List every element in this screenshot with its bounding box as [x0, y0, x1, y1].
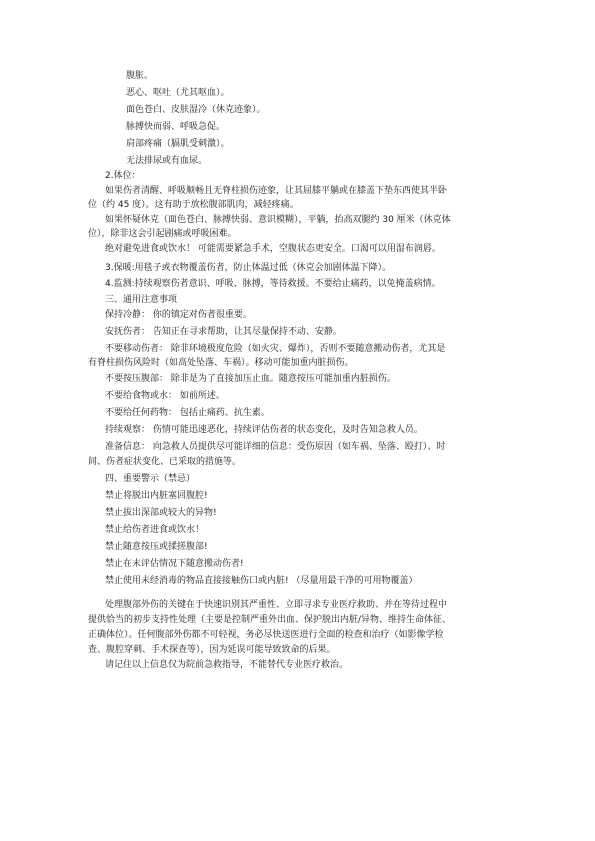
- general-item: 不要给任何药物： 包括止痛药、抗生素。: [105, 408, 270, 418]
- fasting-line: 绝对避免进食或饮水！ 可能需要紧急手术，空腹状态更安全。口渴可以用湿布润唇。: [105, 244, 441, 254]
- warning-item: 禁止拔出深部或较大的异物!: [105, 508, 217, 518]
- symptom-line: 肩部疼痛（膈肌受刺激）。: [126, 139, 230, 149]
- warning-item: 禁止给伤者进食或饮水！: [105, 525, 205, 535]
- disclaimer: 请记住以上信息仅为院前急救指导，不能替代专业医疗救治。: [105, 660, 349, 670]
- position-heading: 2.体位：: [105, 171, 141, 181]
- position-paragraph-line: 位（约 45 度）。这有助于放松腹部肌肉，减轻疼痛。: [88, 200, 299, 210]
- general-item: 安抚伤者： 告知正在寻求帮助，让其尽量保持不动、安静。: [105, 327, 342, 337]
- warning-item: 禁止使用未经消毒的物品直接接触伤口或内脏! （尽量用最干净的可用物覆盖）: [105, 576, 418, 586]
- general-item: 不要给食物或水： 如前所述。: [105, 391, 225, 401]
- symptom-line: 面色苍白、皮肤湿冷（休克迹象）。: [126, 105, 266, 115]
- shock-position-line: 位），除非这会引起剧痛或呼吸困难。: [88, 229, 237, 239]
- general-item: 不要按压腹部： 除非是为了直接加压止血。随意按压可能加重内脏损伤。: [105, 374, 396, 384]
- summary-line: 提供恰当的初步支持性处理（主要是控制严重外出血、保护脱出内脏/异物、维持生命体征、: [88, 615, 452, 625]
- general-item: 保持冷静： 你的镇定对伤者很重要。: [105, 310, 252, 320]
- summary-line: 处理腹部外伤的关键在于快速识别其严重性、立即寻求专业医疗救助、并在等待过程中: [105, 600, 448, 610]
- summary-line: 查、腹腔穿刺、手术探查等），因为延误可能导致致命的后果。: [88, 645, 336, 655]
- symptom-line: 无法排尿或有血尿。: [126, 156, 208, 166]
- warning-item: 禁止在未评估情况下随意搬动伤者!: [105, 559, 244, 569]
- section-three-heading: 三、通用注意事项: [105, 295, 178, 305]
- warmth-line: 3.保暖:用毯子或衣物覆盖伤者，防止体温过低（休克会加剧体温下降）。: [105, 263, 392, 273]
- prepare-info-line: 间、伤者症状变化、已采取的措施等。: [88, 457, 242, 467]
- no-move-line: 有脊柱损伤风险时（如高处坠落、车祸）。移动可能加重内脏损伤。: [88, 358, 354, 368]
- prepare-info-line: 准备信息： 向急救人员提供尽可能详细的信息：受伤原因（如车祸、坠落、殴打）、时: [105, 442, 446, 452]
- warning-item: 禁止随意按压或揉搓腹部!: [105, 542, 208, 552]
- general-item: 持续观察： 伤情可能迅速恶化，持续评估伤者的状态变化，及时告知急救人员。: [105, 425, 423, 435]
- shock-position-line: 如果怀疑休克（面色苍白、脉搏快弱、意识模糊），平躺，抬高双腿约 30 厘米（休克体: [105, 215, 451, 225]
- symptom-line: 腹胀。: [126, 71, 154, 81]
- symptom-line: 脉搏快而弱、呼吸急促。: [126, 122, 226, 132]
- monitor-line: 4.监测:持续观察伤者意识、呼吸、脉搏，等待救援。不要给止痛药，以免掩盖病情。: [105, 279, 441, 289]
- no-move-line: 不要移动伤者： 除非环境极度危险（如火灾、爆炸），否则不要随意搬动伤者，尤其是: [105, 344, 446, 354]
- symptom-line: 恶心、呕吐（尤其呕血）。: [126, 88, 230, 98]
- position-paragraph-line: 如果伤者清醒、呼吸顺畅且无脊柱损伤迹象，让其屈膝平躺或在膝盖下垫东西使其半卧: [105, 186, 448, 196]
- section-four-heading: 四、重要警示（禁忌）: [105, 474, 196, 484]
- warning-item: 禁止将脱出内脏塞回腹腔!: [105, 491, 208, 501]
- summary-line: 正确体位）。任何腹部外伤都不可轻视，务必尽快送医进行全面的检查和治疗（如影像学检: [88, 630, 444, 640]
